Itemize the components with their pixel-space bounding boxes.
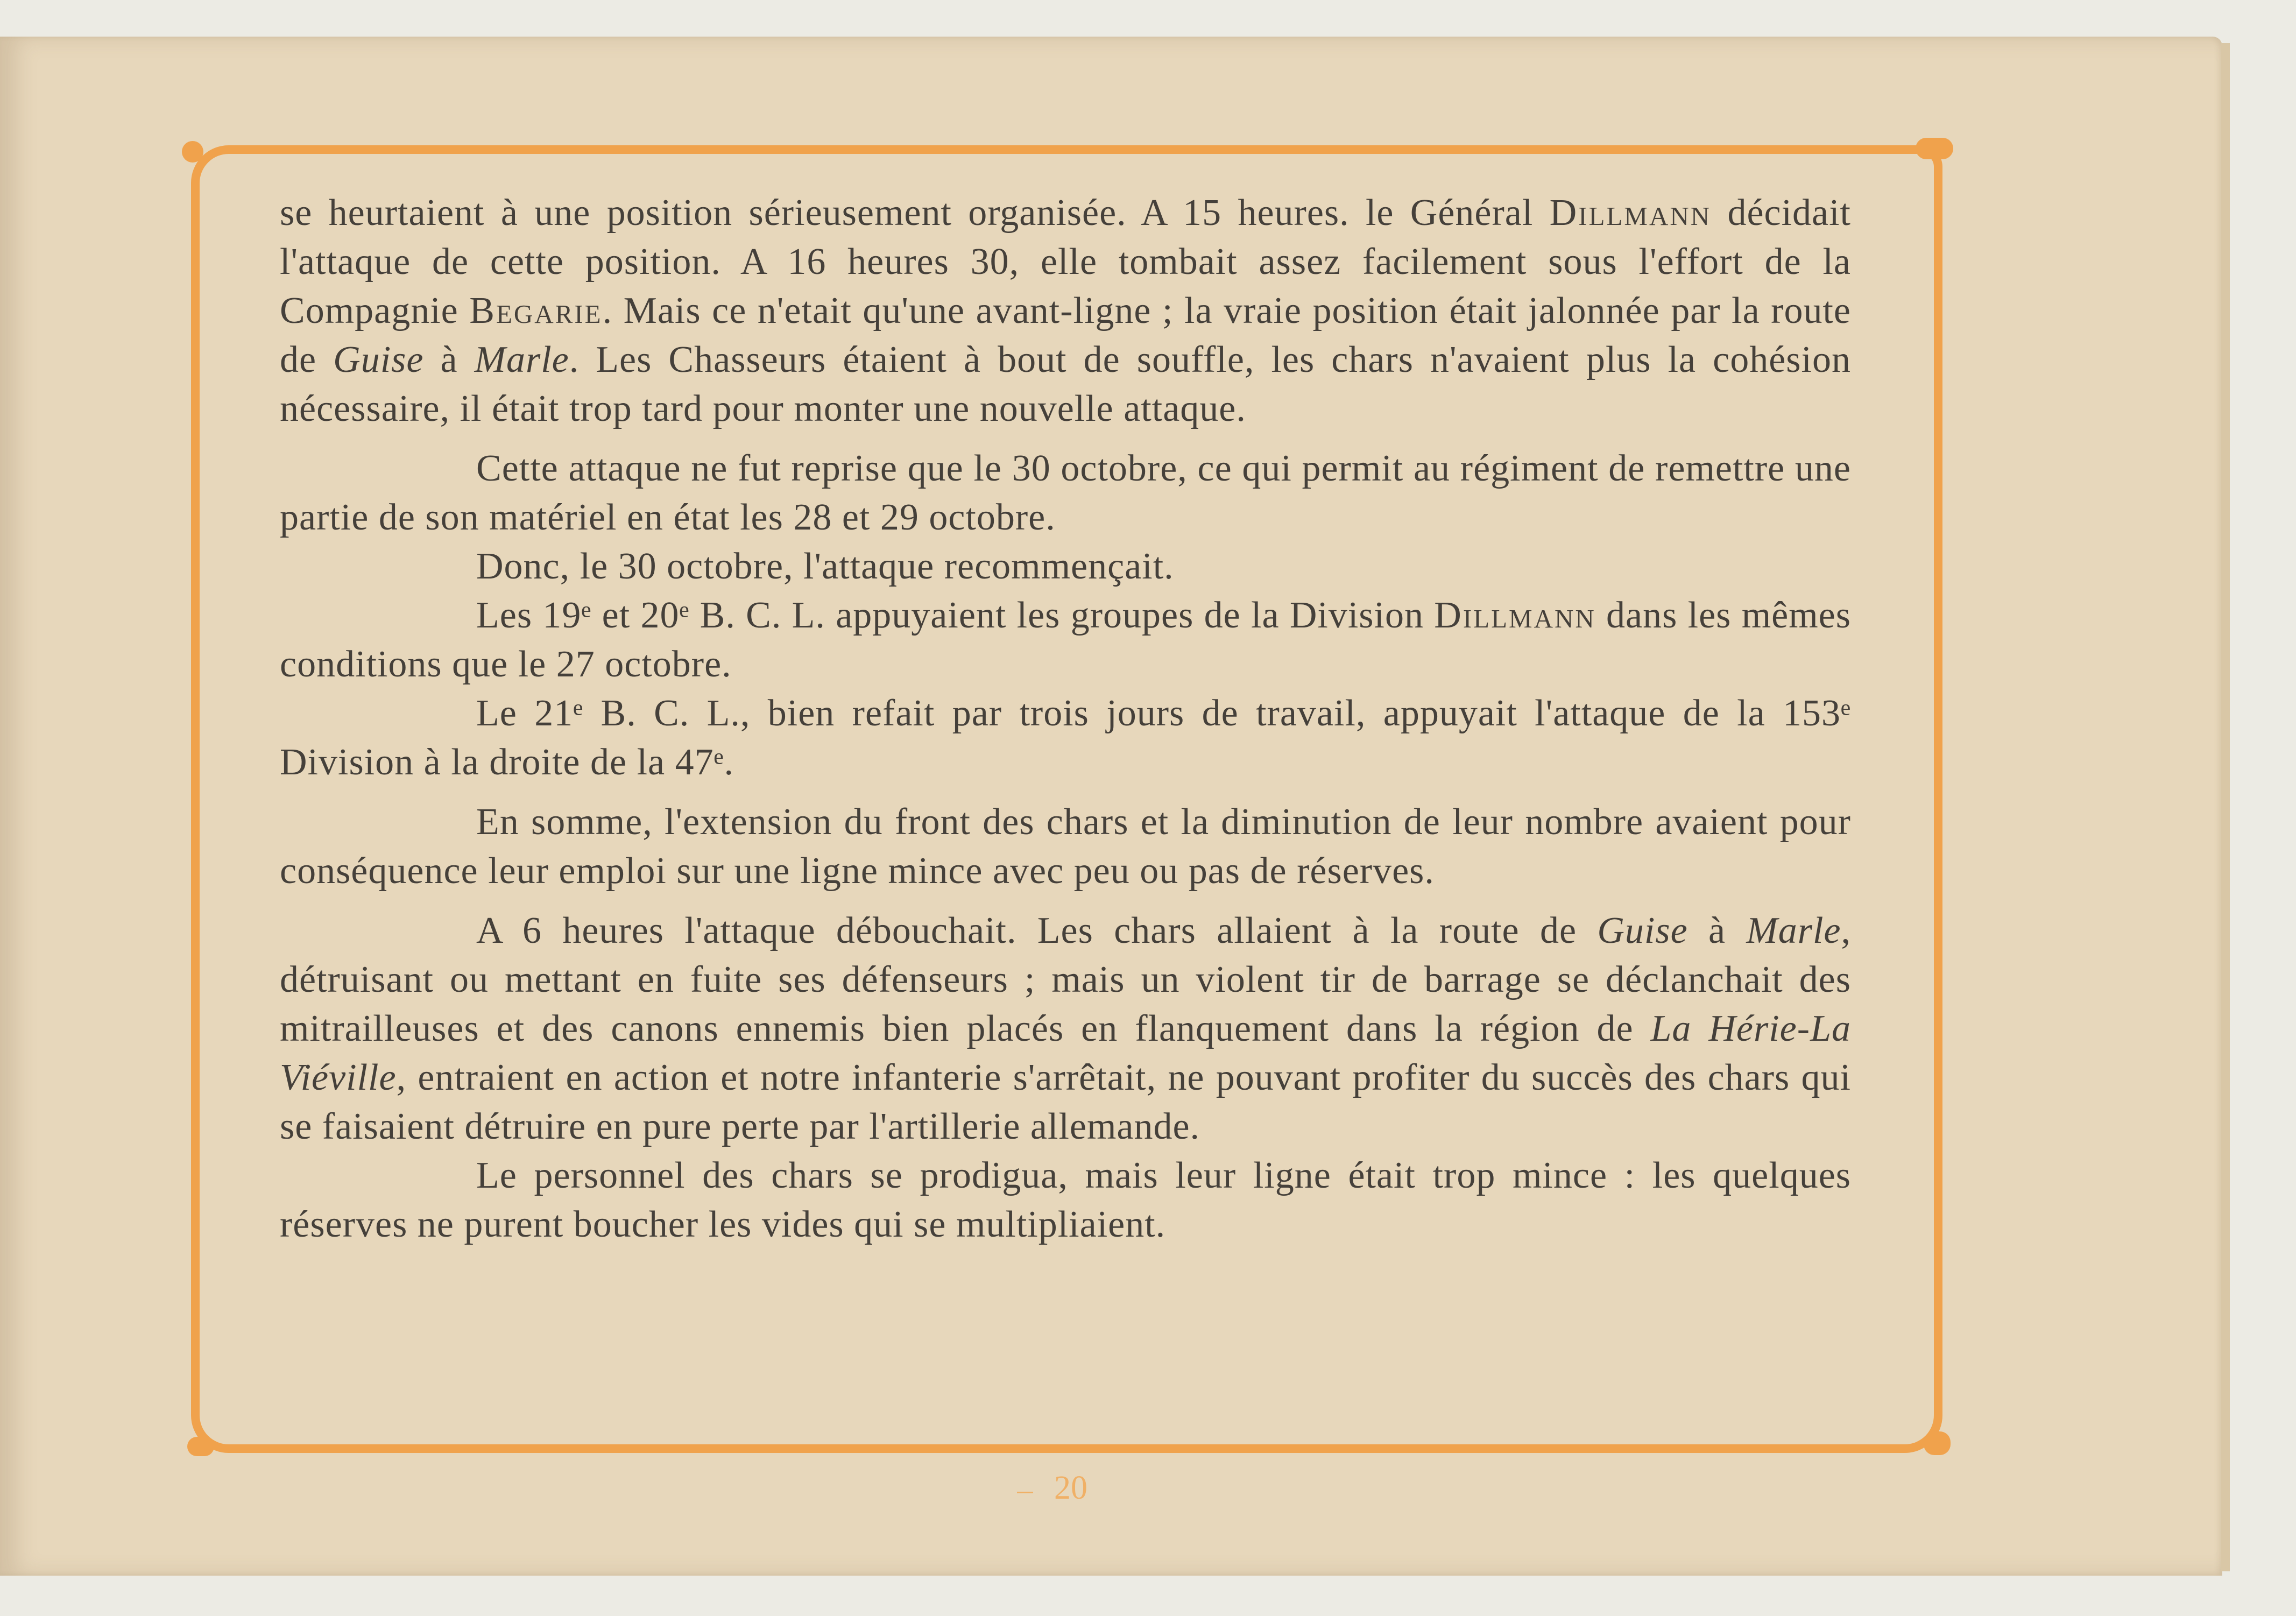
- text-run: Le 21ᵉ B. C. L., bien refait par trois jours de travail, appuyait l'attaque de la 153ᵉ Division à la droite de la 47ᵉ.: [280, 693, 1851, 783]
- text-run: En somme, l'extension du front des chars et la diminution de leur nombre avaient pour conséquence leur emploi sur une ligne mince avec peu ou pas de réserves.: [280, 801, 1851, 892]
- page-edge: [2221, 43, 2230, 1571]
- place-name: Guise: [1597, 910, 1688, 951]
- text-run: . Les Chasseurs étaient à bout de souffle, les chars n'avaient plus la cohésion nécessaire, il était trop tard pour monter une nouvelle attaque.: [280, 339, 1851, 429]
- paragraph: [280, 591, 1851, 689]
- frame-bottom-left-flourish: [187, 1437, 214, 1456]
- text-run: Cette attaque ne fut reprise que le 30 octobre, ce qui permit au régiment de remettre une partie de son matériel en état les 28 et 29 octobre.: [280, 448, 1851, 538]
- text-run: . Mais ce n'etait qu'une avant-ligne ; la vraie position était jalonnée par la route de: [280, 290, 1852, 380]
- paragraph: [280, 542, 1851, 591]
- paragraph: [280, 188, 1851, 433]
- place-name: Marle: [1746, 910, 1841, 951]
- place-name: Guise: [333, 339, 424, 380]
- text-run: Les 19ᵉ et 20ᵉ B. C. L. appuyaient les groupes de la Division: [476, 595, 1435, 636]
- paragraph: [280, 444, 1851, 542]
- paragraph: [280, 689, 1851, 787]
- text-run: , détruisant ou mettant en fuite ses défenseurs ; mais un violent tir de barrage se déclanchait des mitrailleuses et des canons ennemis bien placés en flanquement dans la région de: [280, 910, 1851, 1049]
- place-name: La Hérie-La Viéville: [280, 1008, 1851, 1098]
- text-run: , entraient en action et notre infanterie s'arrêtait, ne pouvant profiter du succès des chars qui se faisaient détruire en pure perte par l'artillerie allemande.: [280, 1057, 1851, 1147]
- place-name: Marle: [474, 339, 569, 380]
- body-text: [280, 188, 1851, 1249]
- text-run: décidait l'attaque de cette position. A 16 heures 30, elle tombait assez facilement sous l'effort de la Compagnie: [280, 192, 1851, 331]
- frame-bottom-right-flourish: [1924, 1431, 1951, 1455]
- text-run: dans les mêmes conditions que le 27 octobre.: [280, 595, 1851, 685]
- text-run: à: [423, 339, 475, 380]
- page-number: 20: [1022, 1469, 1119, 1507]
- frame-top-left-flourish: [182, 141, 203, 163]
- text-run: Le personnel des chars se prodigua, mais leur ligne était trop mince : les quelques réserves ne purent boucher les vides qui se multipliaient.: [280, 1155, 1851, 1245]
- text-run: à: [1687, 910, 1747, 951]
- paragraph: [280, 906, 1851, 1151]
- text-run: Donc, le 30 octobre, l'attaque recommençait.: [476, 546, 1174, 587]
- proper-name: Begarie: [469, 290, 603, 331]
- text-run: se heurtaient à une position sérieusement organisée. A 15 heures. le Général: [280, 192, 1550, 234]
- proper-name: Dillmann: [1549, 192, 1712, 234]
- proper-name: Dillmann: [1434, 595, 1596, 636]
- frame-top-right-flourish: [1916, 138, 1953, 159]
- paragraph: [280, 798, 1851, 895]
- text-run: A 6 heures l'attaque débouchait. Les chars allaient à la route de: [476, 910, 1598, 951]
- paragraph: [280, 1151, 1851, 1249]
